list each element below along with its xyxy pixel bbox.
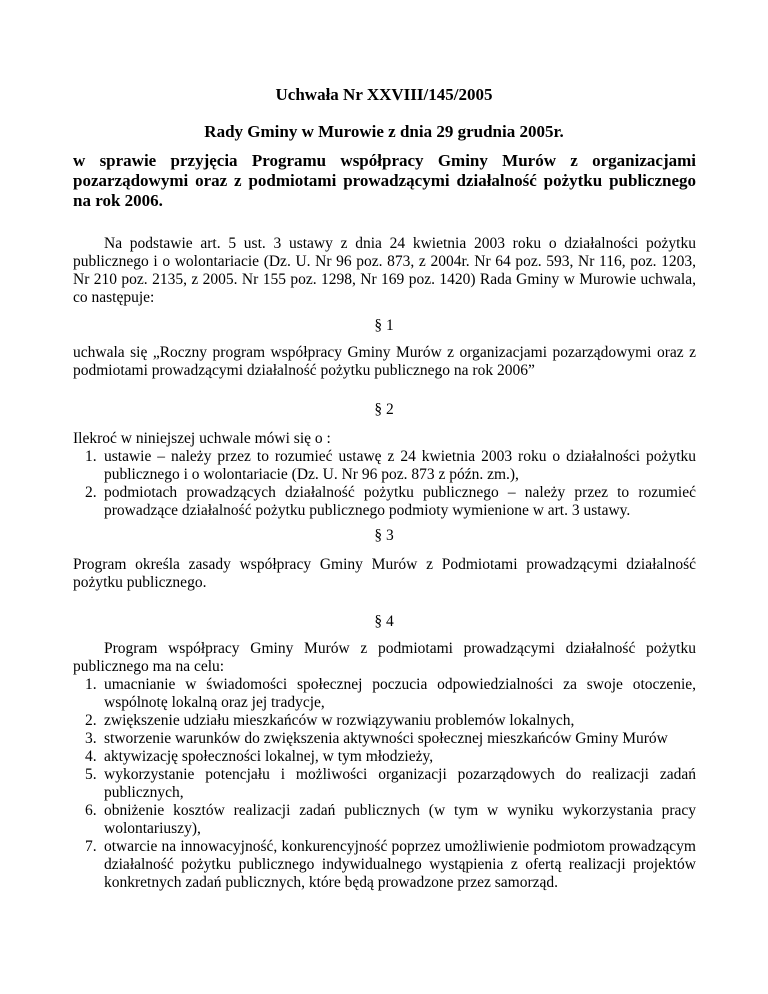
list-item-text: stworzenie warunków do zwiększenia aktywności społecznej mieszkańców Gminy Murów <box>104 730 668 747</box>
list-item-number: 7. <box>85 838 97 855</box>
list-item-text: otwarcie na innowacyjność, konkurencyjność poprzez umożliwienie podmiotom prowadzącym działalność pożytku publicznego indywidualnego wystąpienia z ofertą realizacji projektów konkretnych zadań publicznych, które będą prowadzone przez samorząd. <box>104 838 696 891</box>
list-item <box>73 676 696 712</box>
section-2-intro: Ilekroć w niniejszej uchwale mówi się o : <box>73 430 331 447</box>
list-item-number: 2. <box>85 712 97 729</box>
section-4-mark: § 4 <box>374 613 394 630</box>
section-2-list <box>73 448 696 520</box>
list-item <box>73 802 696 838</box>
list-item-text: wykorzystanie potencjału i możliwości organizacji pozarządowych do realizacji zadań publicznych, <box>104 766 696 801</box>
list-item-text: umacnianie w świadomości społecznej poczucia odpowiedzialności za swoje otoczenie, wspólnotę lokalną oraz jej tradycje, <box>104 676 696 711</box>
list-item <box>73 838 696 892</box>
section-2-block <box>73 430 696 520</box>
resolution-subject: w sprawie przyjęcia Programu współpracy Gminy Murów z organizacjami pozarządowymi oraz z podmiotami prowadzącymi działalność pożytku publicznego na rok 2006. <box>73 151 696 210</box>
list-item <box>73 484 696 520</box>
resolution-title: Uchwała Nr XXVIII/145/2005 <box>275 85 493 104</box>
section-1-text: uchwala się „Roczny program współpracy Gminy Murów z organizacjami pozarządowymi oraz z podmiotami prowadzącymi działalność pożytku publicznego na rok 2006” <box>73 344 696 379</box>
section-4-intro: Program współpracy Gminy Murów z podmiotami prowadzącymi działalność pożytku publicznego ma na celu: <box>73 640 696 675</box>
list-item-text: zwiększenie udziału mieszkańców w rozwiązywaniu problemów lokalnych, <box>104 712 575 729</box>
preamble-paragraph: Na podstawie art. 5 ust. 3 ustawy z dnia 24 kwietnia 2003 roku o działalności pożytku publicznego i o wolontariacie (Dz. U. Nr 96 poz. 873, z 2004r. Nr 64 poz. 593, Nr 116, poz. 1203, Nr 210 poz. 2135, z 2005. Nr 155 poz. 1298, Nr 169 poz. 1420) Rada Gminy w Murowie uchwala, co następuje: <box>73 235 696 306</box>
list-item-number: 1. <box>85 676 97 693</box>
list-item-number: 3. <box>85 730 97 747</box>
list-item <box>73 766 696 802</box>
section-3-mark: § 3 <box>374 527 394 544</box>
list-item <box>73 448 696 484</box>
list-item-text: ustawie – należy przez to rozumieć ustawę z 24 kwietnia 2003 roku o działalności pożytku publicznego i o wolontariacie (Dz. U. Nr 96 poz. 873 z późn. zm.), <box>104 448 696 483</box>
section-3-text: Program określa zasady współpracy Gminy Murów z Podmiotami prowadzącymi działalność pożytku publicznego. <box>73 556 696 591</box>
list-item <box>73 730 696 748</box>
section-2-mark: § 2 <box>374 401 394 418</box>
section-1-mark: § 1 <box>374 317 394 334</box>
resolution-council-date: Rady Gminy w Murowie z dnia 29 grudnia 2005r. <box>204 122 564 141</box>
list-item-text: obniżenie kosztów realizacji zadań publicznych (w tym w wyniku wykorzystania pracy wolontariuszy), <box>104 802 696 837</box>
section-4-block <box>73 640 696 892</box>
list-item <box>73 712 696 730</box>
list-item-text: aktywizację społeczności lokalnej, w tym młodzieży, <box>104 748 434 765</box>
list-item <box>73 748 696 766</box>
list-item-text: podmiotach prowadzących działalność pożytku publicznego – należy przez to rozumieć prowadzące działalność pożytku publicznego podmioty wymienione w art. 3 ustawy. <box>104 484 696 519</box>
section-4-list <box>73 676 696 892</box>
list-item-number: 1. <box>85 448 97 465</box>
list-item-number: 2. <box>85 484 97 501</box>
list-item-number: 5. <box>85 766 97 783</box>
list-item-number: 6. <box>85 802 97 819</box>
list-item-number: 4. <box>85 748 97 765</box>
